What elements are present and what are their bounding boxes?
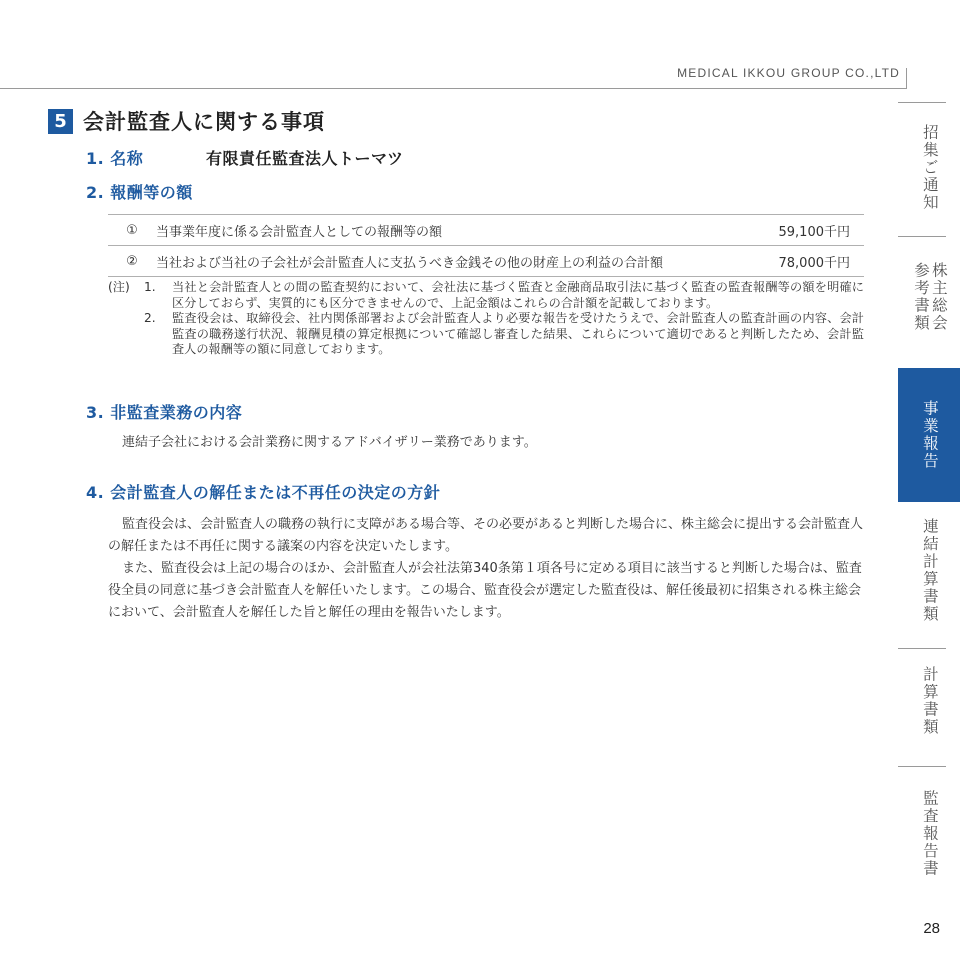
note-text: 当社と会計監査人との間の監査契約において、会社法に基づく監査と金融商品取引法に基づく監査の監査報酬等の額を明確に区分しておらず、実質的にも区分できませんので、上記金額はこれらの合計額を記載しております。	[172, 280, 864, 310]
subheading-name: 1. 名称	[86, 149, 144, 168]
fee-row-number: ①	[126, 222, 138, 238]
note-item	[108, 280, 864, 311]
section-title: 会計監査人に関する事項	[83, 110, 325, 134]
dismissal-paragraph-1: 監査役会は、会計監査人の職務の執行に支障がある場合等、その必要があると判断した場合に、株主総会に提出する会計監査人の解任または不再任に関する議案の内容を決定いたします。	[108, 517, 864, 554]
note-mark: (注)	[108, 280, 130, 294]
note-mark-spacer	[108, 311, 144, 358]
fee-row-label: 当社および当社の子会社が会計監査人に支払うべき金銭その他の財産上の利益の合計額	[156, 255, 664, 271]
fee-row-amount: 78,000千円	[778, 255, 850, 271]
fee-row	[108, 246, 864, 277]
fee-row	[108, 215, 864, 246]
side-tab-label: 監査報告書	[920, 790, 939, 878]
note-index: 2.	[144, 311, 156, 325]
fee-row-number: ②	[126, 253, 138, 269]
side-nav-separator	[898, 766, 946, 767]
subheading-dismissal-policy: 4. 会計監査人の解任または不再任の決定の方針	[86, 483, 441, 502]
side-tab-label: 株主総会参考書類	[912, 262, 948, 332]
side-tab-financial-statements[interactable]	[898, 666, 960, 756]
header-tick	[906, 68, 907, 89]
side-tab-notice[interactable]	[898, 124, 960, 234]
header-rule	[0, 88, 906, 89]
side-nav-separator	[898, 648, 946, 649]
side-tab-label: 事業報告	[920, 400, 939, 470]
page-number: 28	[923, 920, 940, 937]
fee-row-amount: 59,100千円	[778, 224, 850, 240]
side-nav-separator	[898, 102, 946, 103]
fee-table	[108, 214, 864, 277]
side-tab-label: 招集ご通知	[920, 124, 939, 212]
note-index: 1.	[144, 280, 156, 294]
side-tab-business-report[interactable]	[898, 368, 960, 502]
note-text: 監査役会は、取締役会、社内関係部署および会計監査人より必要な報告を受けたうえで、会計監査人の監査計画の内容、会計監査の職務遂行状況、報酬見積の算定根拠について確認し審査した結果、これらについて適切であると判断したため、会計監査人の報酬等の額に同意しております。	[172, 311, 864, 356]
side-tab-audit-report[interactable]	[898, 790, 960, 890]
side-tab-consolidated-statements[interactable]	[898, 518, 960, 628]
subheading-fees: 2. 報酬等の額	[86, 183, 193, 202]
dismissal-paragraph-2: また、監査役会は上記の場合のほか、会計監査人が会社法第340条第１項各号に定める項目に該当すると判断した場合は、監査役全員の同意に基づき会計監査人を解任いたします。この場合、監査役会が選定した監査役は、解任後最初に招集される株主総会において、会計監査人を解任した旨と解任の理由を報告いたします。	[108, 561, 862, 620]
company-name: MEDICAL IKKOU GROUP CO.,LTD	[677, 66, 900, 80]
fee-notes	[108, 280, 864, 358]
auditor-name: 有限責任監査法人トーマツ	[206, 149, 404, 168]
section-heading	[48, 106, 325, 136]
side-tab-label: 計算書類	[920, 666, 939, 736]
subheading-non-audit: 3. 非監査業務の内容	[86, 403, 243, 422]
fee-row-label: 当事業年度に係る会計監査人としての報酬等の額	[156, 224, 443, 240]
section-number-badge: 5	[48, 109, 73, 134]
non-audit-text: 連結子会社における会計業務に関するアドバイザリー業務であります。	[122, 435, 537, 450]
side-nav-separator	[898, 236, 946, 237]
side-tab-label: 連結計算書類	[920, 518, 939, 623]
side-tab-reference-documents[interactable]	[898, 262, 960, 362]
note-item	[108, 311, 864, 358]
